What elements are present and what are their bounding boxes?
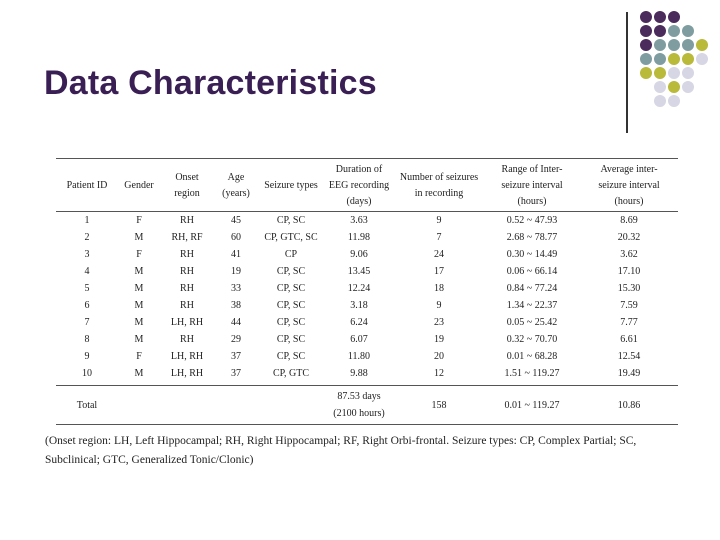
- table-cell: 24: [434, 249, 444, 260]
- decorative-dot: [640, 39, 652, 51]
- table-cell: 38: [231, 300, 241, 311]
- table-cell: 33: [231, 283, 241, 294]
- column-header-line: Seizure types: [264, 180, 318, 191]
- table-cell: 6.07: [350, 334, 368, 345]
- decorative-dot: [668, 25, 680, 37]
- decorative-dot: [640, 67, 652, 79]
- column-header-line: in recording: [414, 188, 464, 199]
- decorative-dot: [668, 95, 680, 107]
- decorative-dot: [668, 53, 680, 65]
- column-header-line: Age: [227, 172, 245, 183]
- table-row: [56, 280, 678, 297]
- table-cell: 8: [84, 334, 90, 345]
- decorative-dot: [654, 53, 666, 65]
- table-cell: LH, RH: [170, 317, 204, 328]
- table-cell: 7.59: [620, 300, 638, 311]
- table-cell: 11.98: [347, 232, 371, 243]
- decorative-dot: [640, 53, 652, 65]
- column-header-line: Gender: [124, 180, 154, 191]
- table-cell: M: [134, 300, 144, 311]
- table-cell: RH: [180, 249, 194, 260]
- table-cell: M: [134, 266, 144, 277]
- table-cell: 8.69: [620, 215, 638, 226]
- table-cell: LH, RH: [160, 365, 214, 386]
- table-cell: 7.77: [620, 317, 638, 328]
- table-cell: 9.88: [324, 365, 394, 386]
- table-cell: 44: [231, 317, 241, 328]
- table-cell: RH: [180, 334, 194, 345]
- column-header: [160, 159, 214, 212]
- table-cell: CP, SC: [276, 283, 306, 294]
- table-row: [56, 331, 678, 348]
- column-header-line: region: [174, 188, 200, 199]
- table-cell: 9: [436, 215, 442, 226]
- table-cell: RH: [180, 266, 194, 277]
- column-header-line: EEG recording: [328, 180, 390, 191]
- table-cell: 7: [84, 317, 90, 328]
- table-cell: 60: [231, 232, 241, 243]
- table-total-row: [56, 386, 678, 425]
- column-header-line: Duration of: [335, 164, 383, 175]
- total-empty-cell: [258, 386, 324, 425]
- table-cell: 1: [84, 215, 90, 226]
- table-cell: RH: [180, 283, 194, 294]
- table-cell: 9.06: [350, 249, 368, 260]
- slide-title: Data Characteristics: [44, 64, 377, 102]
- decorative-dot: [682, 67, 694, 79]
- total-empty-cell: [118, 386, 160, 425]
- column-header: [580, 159, 678, 212]
- decorative-dot: [668, 81, 680, 93]
- decorative-dot: [654, 25, 666, 37]
- column-header: [214, 159, 258, 212]
- decorative-dot: [668, 67, 680, 79]
- decorative-dot: [696, 53, 708, 65]
- column-header-line: seizure interval: [598, 180, 660, 191]
- table-cell: CP: [284, 249, 298, 260]
- table-row: [56, 297, 678, 314]
- table-cell: 29: [231, 334, 241, 345]
- table-cell: 11.80: [347, 351, 371, 362]
- table-cell: 9: [436, 300, 442, 311]
- table-cell: 1.34 ~ 22.37: [506, 300, 558, 311]
- table-cell: F: [136, 249, 142, 260]
- column-header: [394, 159, 484, 212]
- table-cell: 0.01 ~ 68.28: [506, 351, 558, 362]
- table-cell: 37: [231, 351, 241, 362]
- total-empty-cell: [160, 386, 214, 425]
- decorative-dot: [654, 81, 666, 93]
- column-header-line: Average inter-: [600, 164, 658, 175]
- total-empty-cell: [214, 386, 258, 425]
- table-row: [56, 212, 678, 230]
- column-header: [258, 159, 324, 212]
- decorative-dot: [654, 11, 666, 23]
- table-cell: 23: [434, 317, 444, 328]
- table-cell: CP, SC: [276, 317, 306, 328]
- table-footnote: [45, 432, 685, 470]
- decorative-dot: [668, 39, 680, 51]
- patient-data-table: [56, 158, 678, 425]
- table-cell: 15.30: [617, 283, 641, 294]
- table-cell: 0.05 ~ 25.42: [506, 317, 558, 328]
- table-body: [56, 212, 678, 425]
- column-header-line: seizure interval: [501, 180, 563, 191]
- table-cell: 12.24: [347, 283, 371, 294]
- column-header-line: Range of Inter-: [501, 164, 563, 175]
- total-label: Total: [56, 386, 118, 425]
- table-row: [56, 348, 678, 365]
- table-row: [56, 314, 678, 331]
- table-cell: RH: [180, 300, 194, 311]
- table-cell: 3.18: [350, 300, 368, 311]
- table-cell: CP, SC: [276, 215, 306, 226]
- table-cell: 3: [84, 249, 90, 260]
- table-cell: 2.68 ~ 78.77: [506, 232, 558, 243]
- footnote-line-1: (Onset region: LH, Left Hippocampal; RH, Right Hippocampal; RF, Right Orbi-frontal. Seizure types: CP, Complex Partial; SC,: [45, 435, 637, 447]
- table-cell: 18: [434, 283, 444, 294]
- table-cell: CP, GTC, SC: [264, 232, 318, 243]
- total-duration-days: 87.53 days: [337, 391, 381, 402]
- table-row: [56, 365, 678, 386]
- decorative-dot: [668, 11, 680, 23]
- table-cell: 17: [434, 266, 444, 277]
- column-header: [484, 159, 580, 212]
- table-cell: 0.32 ~ 70.70: [506, 334, 558, 345]
- table-cell: RH, RF: [171, 232, 203, 243]
- decorative-dot: [640, 11, 652, 23]
- footnote-line-2: Subclinical; GTC, Generalized Tonic/Clonic): [45, 454, 254, 466]
- table-cell: 10: [56, 365, 118, 386]
- table-cell: M: [118, 365, 160, 386]
- table-cell: 6.24: [350, 317, 368, 328]
- table-cell: M: [134, 317, 144, 328]
- total-duration: [324, 386, 394, 425]
- column-header-line: Number of seizures: [399, 172, 479, 183]
- table-cell: 19: [231, 266, 241, 277]
- table-cell: 9: [84, 351, 90, 362]
- table-cell: 13.45: [347, 266, 371, 277]
- decorative-dot: [682, 25, 694, 37]
- decorative-dot: [654, 95, 666, 107]
- table-cell: 12: [394, 365, 484, 386]
- table-cell: 0.06 ~ 66.14: [506, 266, 558, 277]
- table-cell: 12.54: [617, 351, 641, 362]
- table-cell: 45: [231, 215, 241, 226]
- column-header-line: Onset: [175, 172, 199, 183]
- table-cell: CP, GTC: [258, 365, 324, 386]
- column-header-line: Patient ID: [66, 180, 108, 191]
- table-cell: 20.32: [617, 232, 641, 243]
- table-cell: 2: [84, 232, 90, 243]
- column-header-line: (hours): [614, 196, 644, 207]
- total-duration-hours: (2100 hours): [333, 408, 385, 419]
- column-header-line: (years): [222, 188, 250, 199]
- table-cell: M: [134, 334, 144, 345]
- table-cell: 0.30 ~ 14.49: [506, 249, 558, 260]
- table-cell: M: [134, 283, 144, 294]
- table-row: [56, 263, 678, 280]
- table-cell: CP, SC: [276, 351, 306, 362]
- decorative-dot: [696, 39, 708, 51]
- table-cell: RH: [180, 215, 194, 226]
- decorative-dot: [682, 39, 694, 51]
- column-header: [118, 159, 160, 212]
- table-cell: CP, SC: [276, 300, 306, 311]
- decorative-dot: [654, 67, 666, 79]
- table-cell: F: [136, 215, 142, 226]
- table-cell: 0.84 ~ 77.24: [506, 283, 558, 294]
- divider-line: [626, 12, 628, 133]
- table-cell: 6: [84, 300, 90, 311]
- table-cell: 0.52 ~ 47.93: [506, 215, 558, 226]
- data-table-container: [56, 158, 678, 425]
- table-cell: 19: [434, 334, 444, 345]
- decorative-dot: [654, 39, 666, 51]
- table-cell: CP, SC: [276, 334, 306, 345]
- total-average: 10.86: [580, 386, 678, 425]
- decorative-dot: [682, 53, 694, 65]
- table-cell: 3.63: [350, 215, 368, 226]
- decorative-dot: [640, 25, 652, 37]
- total-seizures: 158: [394, 386, 484, 425]
- table-cell: 3.62: [620, 249, 638, 260]
- table-cell: 37: [214, 365, 258, 386]
- table-cell: 7: [436, 232, 442, 243]
- table-cell: M: [134, 232, 144, 243]
- table-cell: 17.10: [617, 266, 641, 277]
- table-cell: 5: [84, 283, 90, 294]
- table-row: [56, 229, 678, 246]
- table-cell: 4: [84, 266, 90, 277]
- total-range: 0.01 ~ 119.27: [484, 386, 580, 425]
- table-cell: 20: [434, 351, 444, 362]
- table-header-row: [56, 159, 678, 212]
- table-cell: CP, SC: [276, 266, 306, 277]
- decorative-dot: [682, 81, 694, 93]
- table-cell: 6.61: [620, 334, 638, 345]
- table-cell: LH, RH: [170, 351, 204, 362]
- column-header-line: (days): [346, 196, 372, 207]
- column-header-line: (hours): [517, 196, 547, 207]
- table-cell: 41: [231, 249, 241, 260]
- table-cell: 1.51 ~ 119.27: [484, 365, 580, 386]
- column-header: [324, 159, 394, 212]
- table-cell: F: [136, 351, 142, 362]
- column-header: [56, 159, 118, 212]
- table-cell: 19.49: [580, 365, 678, 386]
- table-row: [56, 246, 678, 263]
